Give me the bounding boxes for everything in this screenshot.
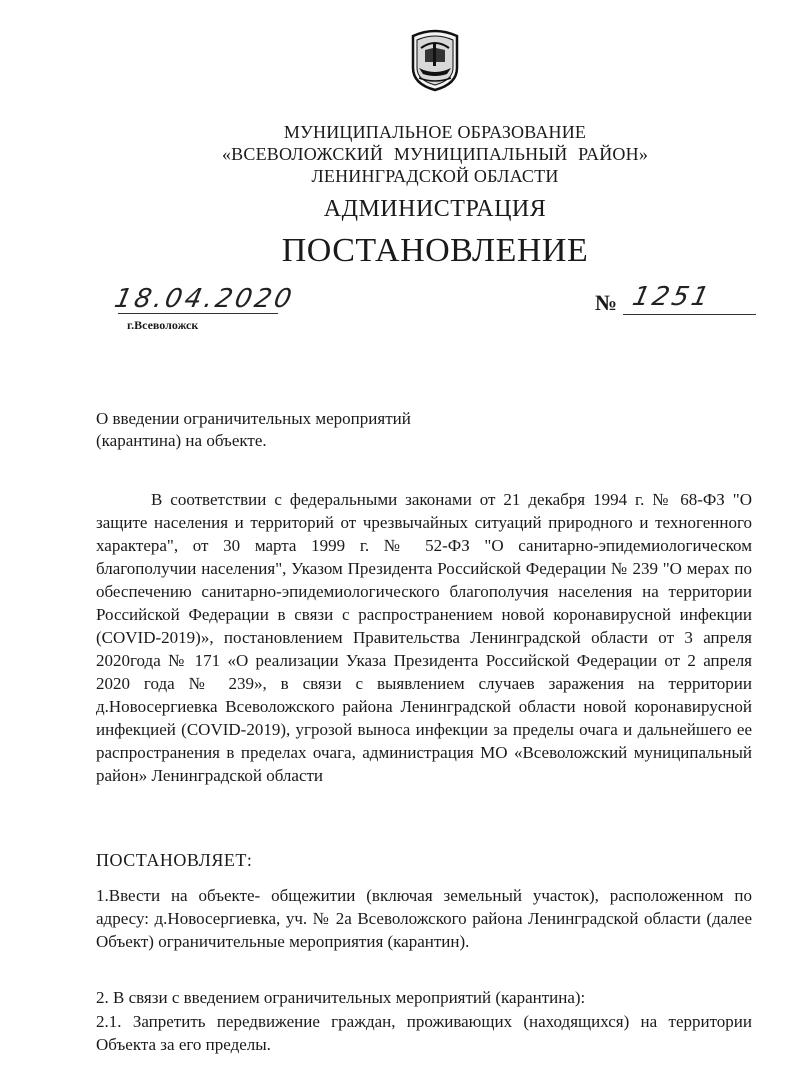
header-line-3: ЛЕНИНГРАДСКОЙ ОБЛАСТИ — [311, 166, 559, 186]
handwritten-number: 1251 — [629, 282, 715, 312]
item-2-1-paragraph: 2.1. Запретить передвижение граждан, проживающих (находящихся) на территории Объекта за его пределы. — [96, 1012, 752, 1054]
header-line-2: «ВСЕВОЛОЖСКИЙ МУНИЦИПАЛЬНЫЙ РАЙОН» — [221, 144, 649, 164]
city-label: г.Всеволожск — [127, 318, 199, 332]
coat-of-arms-icon — [409, 28, 461, 92]
subject-line-2: (карантина) на объекте. — [96, 431, 267, 450]
handwritten-date: 18.04.2020 — [111, 284, 298, 314]
header-line-1: МУНИЦИПАЛЬНОЕ ОБРАЗОВАНИЕ — [283, 122, 587, 142]
subject-block — [96, 408, 411, 452]
number-label: № — [595, 290, 618, 315]
date-underline — [118, 313, 278, 314]
number-underline — [623, 314, 756, 315]
resolves-heading: ПОСТАНОВЛЯЕТ: — [96, 850, 253, 870]
administration-title: АДМИНИСТРАЦИЯ — [323, 196, 547, 222]
item-1-paragraph: 1.Ввести на объекте- общежитии (включая земельный участок), расположенном по адресу: д.Новосергиевка, уч. № 2а Всеволожского района Ленинградской области (далее Объект) ограничительные мероприятия (карантин). — [96, 886, 752, 951]
item-2-paragraph: 2. В связи с введением ограничительных мероприятий (карантина): — [96, 988, 586, 1007]
subject-line-1: О введении ограничительных мероприятий — [96, 409, 411, 428]
document-type-title: ПОСТАНОВЛЕНИЕ — [281, 232, 589, 269]
preamble-paragraph: В соответствии с федеральными законами от 21 декабря 1994 г. № 68-ФЗ "О защите населения и территорий от чрезвычайных ситуаций природного и техногенного характера", от 30 марта 1999 г. № 52-ФЗ "О санитарно-эпидемиологическом благополучии населения", Указом Президента Российской Федерации № 239 "О мерах по обеспечению санитарно-эпидемиологического благополучия населения на территории Российской Федерации в связи с распространением новой коронавирусной инфекции (COVID-2019)», постановлением Правительства Ленинградской области от 3 апреля 2020года № 171 «О реализации Указа Президента Российской Федерации от 2 апреля 2020 года № 239», в связи с выявлением случаев заражения на территории д.Новосергиевка Всеволожского района Ленинградской области новой коронавирусной инфекцией (COVID-2019), угрозой выноса инфекции за пределы очага и дальнейшего ее распространения в пределах очага, администрация МО «Всеволожский муниципальный район» Ленинградской области — [96, 490, 752, 785]
